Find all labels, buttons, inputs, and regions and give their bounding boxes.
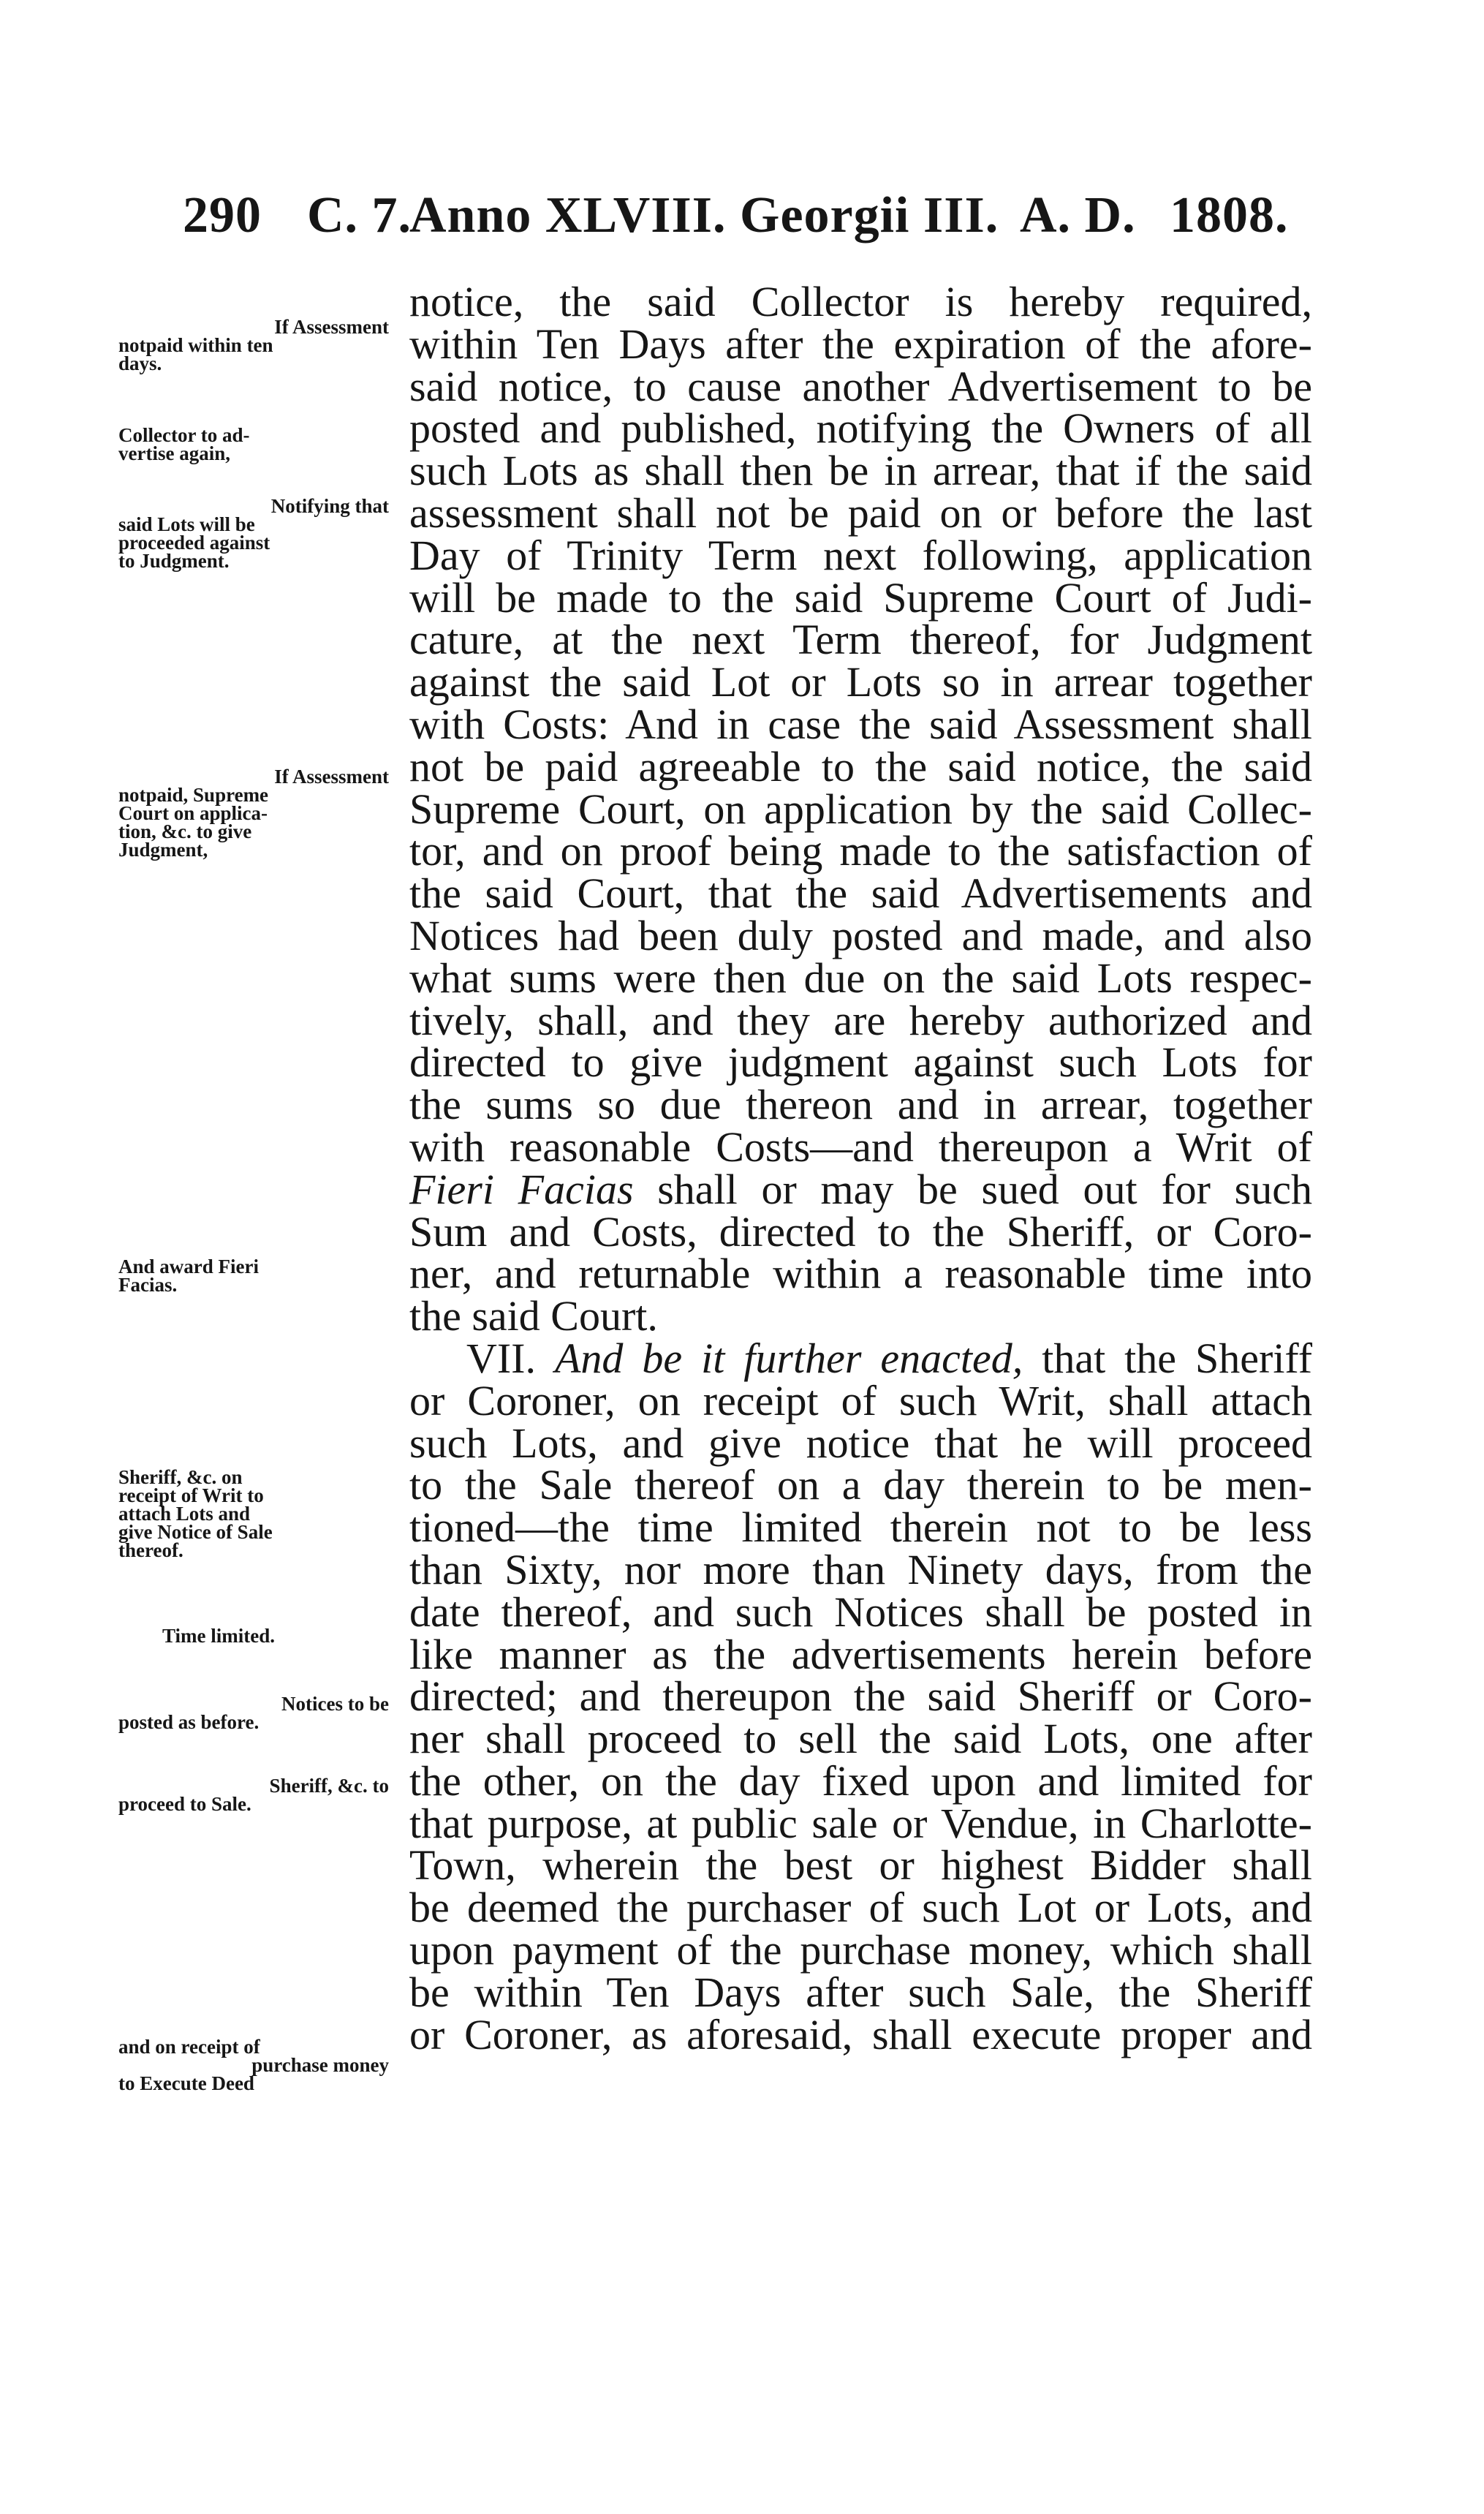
margin-note-execute-deed: and on receipt of purchase money to Execute Deed xyxy=(118,2036,389,2094)
body-line: be deemed the purchaser of such Lot or Lots, and xyxy=(409,1884,1312,1932)
body-line: tively, shall, and they are hereby authorized and xyxy=(409,996,1312,1044)
body-line: posted and published, notifying the Owners of all xyxy=(409,404,1312,453)
page-number: 290 xyxy=(183,187,262,244)
margin-note-notices-posted: Notices to be posted as before. xyxy=(118,1693,389,1733)
body-line: what sums were then due on the said Lots respec- xyxy=(409,954,1312,1002)
margin-note-time-limited: Time limited. xyxy=(162,1625,275,1647)
enacting-clause: And be it further enacted, xyxy=(554,1334,1023,1382)
body-line: that purpose, at public sale or Vendue, in Charlotte- xyxy=(409,1799,1312,1847)
margin-note-collector-advertise: Collector to ad- vertise again, xyxy=(118,424,250,464)
body-line: like manner as the advertisements herein before xyxy=(409,1630,1312,1678)
anno-domini: A. D. xyxy=(1020,187,1136,244)
body-line-remainder: shall or may be sued out for such xyxy=(657,1165,1312,1213)
margin-note-supreme-court-judgment: If Assessment notpaid, Supreme Court on applica- tion, &c. to give Judgment, xyxy=(118,766,389,861)
margin-note-notifying: Notifying that said Lots will be proceeded against to Judgment. xyxy=(118,495,389,572)
body-line: to the Sale thereof on a day therein to be men- xyxy=(409,1461,1312,1509)
body-text xyxy=(409,278,1313,2058)
body-line: ner, and returnable within a reasonable time into xyxy=(409,1250,1312,1298)
body-line: not be paid agreeable to the said notice, the said xyxy=(409,742,1312,790)
body-line: directed; and thereupon the said Sheriff or Coro- xyxy=(409,1672,1312,1721)
statute-title: Anno XLVIII. Georgii III. xyxy=(409,187,999,244)
body-line: said notice, to cause another Advertisement to be xyxy=(409,362,1312,410)
body-line: assessment shall not be paid on or before the last xyxy=(409,488,1312,537)
section-start-line xyxy=(409,1334,1313,1382)
body-line: ner shall proceed to sell the said Lots, one after xyxy=(409,1715,1312,1763)
body-line: with Costs: And in case the said Assessment shall xyxy=(409,700,1312,748)
margin-note-sheriff-sale: Sheriff, &c. to proceed to Sale. xyxy=(118,1775,389,1815)
body-line: or Coroner, on receipt of such Writ, shall attach xyxy=(409,1376,1312,1424)
body-line: upon payment of the purchase money, which shall xyxy=(409,1926,1312,1974)
body-line: or Coroner, as aforesaid, shall execute proper and xyxy=(409,2010,1312,2058)
italic-fieri-facias: Fieri Facias xyxy=(409,1165,634,1213)
chapter-number: C. 7. xyxy=(307,187,412,244)
body-line: cature, at the next Term thereof, for Judgment xyxy=(409,616,1312,664)
body-line: within Ten Days after the expiration of the afore- xyxy=(409,320,1312,368)
margin-note-fieri-facias: And award Fieri Facias. xyxy=(118,1256,259,1296)
body-line: against the said Lot or Lots so in arrear together xyxy=(409,658,1312,706)
body-line: the said Court. xyxy=(409,1292,658,1340)
body-line xyxy=(409,1165,1312,1213)
section-number: VII. xyxy=(466,1334,536,1382)
body-line: such Lots, and give notice that he will proceed xyxy=(409,1419,1312,1467)
body-line: Sum and Costs, directed to the Sheriff, or Coro- xyxy=(409,1207,1312,1256)
body-line: Day of Trinity Term next following, application xyxy=(409,531,1312,579)
body-line: tor, and on proof being made to the satisfaction of xyxy=(409,827,1312,875)
body-line-remainder: that the Sheriff xyxy=(1042,1334,1313,1382)
body-line: Town, wherein the best or highest Bidder shall xyxy=(409,1841,1312,1890)
body-line: than Sixty, nor more than Ninety days, from the xyxy=(409,1545,1312,1593)
margin-note-sheriff-attach: Sheriff, &c. on receipt of Writ to attach Lots and give Notice of Sale thereof. xyxy=(118,1466,273,1561)
year: 1808. xyxy=(1170,187,1289,244)
body-line: with reasonable Costs—and thereupon a Writ of xyxy=(409,1122,1312,1171)
body-line: will be made to the said Supreme Court of Judi- xyxy=(409,573,1312,622)
margin-note-assessment-unpaid: If Assessment notpaid within ten days. xyxy=(118,316,389,374)
body-line: tioned—the time limited therein not to be less xyxy=(409,1503,1312,1552)
body-line: date thereof, and such Notices shall be posted in xyxy=(409,1588,1312,1636)
body-line: Supreme Court, on application by the said Collec- xyxy=(409,785,1312,833)
body-line: the other, on the day fixed upon and limited for xyxy=(409,1756,1312,1805)
body-line: Notices had been duly posted and made, and also xyxy=(409,911,1312,959)
body-line: the sums so due thereon and in arrear, together xyxy=(409,1081,1312,1129)
body-line: notice, the said Collector is hereby required, xyxy=(409,278,1312,325)
body-line: be within Ten Days after such Sale, the Sheriff xyxy=(409,1968,1312,2016)
body-line: such Lots as shall then be in arrear, that if the said xyxy=(409,447,1312,495)
body-line: directed to give judgment against such Lots for xyxy=(409,1038,1312,1087)
body-line: the said Court, that the said Advertisements and xyxy=(409,869,1312,918)
